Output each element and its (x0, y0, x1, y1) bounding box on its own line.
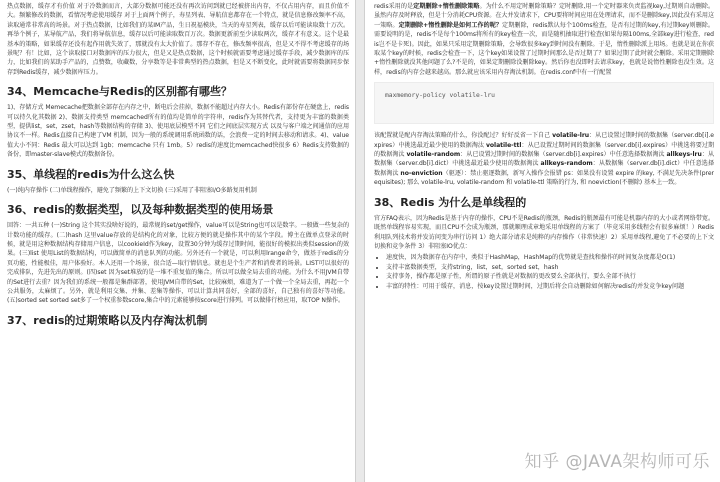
heading-34: 34、Memcache与Redis的区别都有哪些？ (7, 85, 233, 99)
paragraph-hot-data: 热点数据，缓存才有价值 对于冷数据而言，大部分数据可能还没有再次访问到就已经被挤出内存，不仅占用内存，而且价值不大。频繁修改的数据，看情况考虑使用缓存 对于上面两个例子，寿星列表、导航信息都存在一个特点，就是信息修改频率不高，读取通常非常高的场景。对于热点数据，比如我们的某IM产品，生日祝福模块，当天的寿星列表，缓存以后可能读取数十万次。再举个例子，某导航产品，我们将导航信息，缓存以后可能读取数百万次。数据更新前至少读取两次，缓存才有意义。这个是最基本的策略，如果缓存还没有起作用就失效了，那就没有太大价值了。那存不存在，修改频率很高，但是又不得不考虑缓存的场景呢？有！比如，这个读取接口对数据库的压力很大，但是又是热点数据，这个时候就需要考虑通过缓存手段，减少数据库的压力，比如我们的某助手产品的，点赞数，收藏数，分享数等是非常典型的热点数据，但是又不断变化，此时就需要将数据同步保存到Redis缓存，减少数据库压力。 (7, 3, 349, 76)
heading-35: 35、单线程的redis为什么这么快 (7, 167, 175, 181)
policy-volatile-ttl: volatile-ttl (485, 141, 522, 149)
io-advantages-list (374, 253, 714, 291)
left-page (0, 0, 356, 482)
paragraph-eviction-policies (374, 131, 714, 187)
paragraph-why-single-thread: 官方FAQ表示，因为Redis是基于内存的操作，CPU不是Redis的瓶颈，Redis的瓶颈最有可能是机器内存的大小或者网络带宽。既然单线程容易实现，而且CPU不会成为瓶颈，那就顺理成章地采用单线程的方案了（毕竟采用多线程会有很多麻烦！）Redis利用队列技术将并发访问变为串行访问 1）绝大部分请求是纯粹的内存操作（非常快速）2）采用单线程,避免了不必要的上下文切换和竞争条件 3）非阻塞IO优点： (374, 214, 714, 250)
text-emphasis: 定期删除+惰性删除是如何工作的呢？ (398, 21, 503, 29)
paragraph-data-types: 回答：一共五种 (一)String 这个其实没啥好说的，最常规的set/get操作，value可以是String也可以是数字。一般做一些复杂的计数功能的缓存。(二)hash 这里value存放的是结构化的对象，比较方便的就是操作其中的某个字段。博主在做单点登录的时候，就是用这种数据结构存储用户信息，以cookieId作为key，设置30分钟为缓存过期时间，能很好的模拟出类似session的效果。(三)list 使用List的数据结构，可以做简单的消息队列的功能。另外还有一个就是，可以利用lrange命令，做基于redis的分页功能，性能极佳，用户体验好。本人还用一个场景，很合适—取行情信息。就也是个生产者和消费者的场景。LIST可以很好的完成排队，先进先出的原则。(四)set 因为set堆放的是一堆不重复值的集合。所以可以做全局去重的功能。为什么不用JVM自带的Set进行去重？因为我们的系统一般都是集群部署，使用JVM自带的Set，比较麻烦，难道为了一个做一个全局去重，再起一个公共服务，太麻烦了。另外，就是利用交集、并集、差集等操作，可以计算共同喜好，全部的喜好，自己独有的喜好等功能。(五)sorted set sorted set多了一个权重参数score,集合中的元素能够按score进行排列。可以做排行榜应用，取TOP N操作。 (7, 222, 349, 305)
policy-allkeys-random: allkeys-random (540, 160, 593, 168)
text-fragment: ：从数据集（server.db[i].dict）中任意选择数据淘汰 (374, 160, 714, 177)
text-emphasis: 定期删除+惰性删除策略 (413, 3, 480, 10)
paragraph-single-thread-fast: (一)纯内存操作 (二)单线程操作，避免了频繁的上下文切换 (三)采用了非阻塞I/O多路复用机制 (7, 186, 257, 194)
list-item: • 速度快，因为数据存在内存中，类似于HashMap，HashMap的优势就是查找和操作的时间复杂度都是O(1) (386, 253, 714, 262)
heading-37: 37、redis的过期策略以及内存淘汰机制 (7, 313, 208, 327)
code-block (374, 82, 714, 124)
heading-36: 36、redis的数据类型，以及每种数据类型的使用场景 (7, 203, 274, 217)
list-item: • 支持丰富数据类型，支持string，list，set，sorted set，hash (386, 263, 714, 272)
text-fragment: ：从已设置过期时间的数据集（server.db[i].expires）中任意选择数据淘汰 (460, 151, 667, 159)
text-fragment: ：从已设置过期时间的数据集（server.db[i].expires）中挑选最近最少使用的数据淘汰 (374, 132, 715, 149)
policy-volatile-random: volatile-random (406, 151, 461, 159)
policy-no-enviction: no-enviction (400, 169, 443, 177)
text-fragment: ：从数据集（server.db[i].dict）中挑选最近最少使用的数据淘汰 (374, 151, 714, 168)
list-item: • 支持事务，操作都是原子性，所谓的原子性就是对数据的更改要么全部执行，要么全部不执行 (386, 272, 714, 281)
policy-allkeys-lru: allkeys-lru (666, 151, 702, 159)
text-fragment: redis采用的是 (374, 3, 414, 10)
text-fragment: （驱逐）：禁止驱逐数据，新写入操作会报错 ps：如果没有设置 expire 的key, 不满足先决条件(prerequisites); 那么 volatile-lru, volatile-random 和 volatile-ttl 策略的行为, 和 noeviction(不删除) 基本上一致。 (374, 169, 715, 187)
list-item: • 丰富的特性：可用于缓存，消息，按key设置过期时间，过期后将会自动删除如何解决redis的并发竞争key问题 (386, 282, 714, 291)
paragraph-expire-strategy (374, 2, 714, 77)
text-fragment: 定期删除，redis默认每个100ms检查，是否有过期的key,有过期key则删除。需要说明的是，redis不是每个100ms将所有的key检查一次，而是随机抽取进行检查(如果每隔100ms,全部key进行检查，redis岂不是卡死)。因此，如果只采用定期删除策略，会导致很多key到时间没有删除。于是，惰性删除派上用场。也就是说在你获取某个key的时候，redis会检查一下，这个key如果设置了过期时间那么是否过期了？如果过期了此时就会删除。采用定期删除+惰性删除就没其他问题了么?不是的，如果定期删除没删除key。然后你也没即时去请求key，也就是说惰性删除也没生效。这样，redis的内存会越来越高。那么就应该采用内存淘汰机制。在redis.conf中有一行配置 (374, 21, 714, 76)
code-line: maxmemory-policy volatile-lru (385, 92, 495, 100)
text-fragment: 该配置就是配内存淘汰策略的什么，你没配过？好好反省一下自己 (374, 132, 553, 140)
text-fragment: ：从已设置过期时间的数据集（server.db[i].expires）中挑选将要过期的数据淘汰 (374, 141, 714, 159)
heading-38: 38、Redis 为什么是单线程的 (374, 195, 527, 209)
policy-volatile-lru: volatile-lru (552, 132, 590, 140)
text-fragment: 。为什么不用定时删除策略？定时删除,用一个定时器来负责监视key,过期则自动删除。虽然内存及时释放，但是十分消耗CPU资源。在大并发请求下，CPU要将时间应用在处理请求，而不是删除key,因此没有采用这一策略。 (374, 3, 714, 29)
watermark: 知乎 @JAVA架构师可乐 (524, 452, 710, 472)
right-page (364, 0, 720, 482)
paragraph-memcache-redis-diff: 1)、存储方式 Memecache把数据全部存在内存之中，断电后会挂掉，数据不能超过内存大小。Redis有部份存在硬盘上，redis可以持久化其数据 2)、数据支持类型 memcached所有的值均是简单的字符串，redis作为其替代者，支持更为丰富的数据类型，提供list，set，zset，hash等数据结构的存储 3)、使用底层模型不同 它们之间底层实现方式 以及与客户端之间通信的应用协议不一样。Redis直接自己构建了VM 机制，因为一般的系统调用系统函数的话，会浪费一定的时间去移动和请求。4)、value 值大小不同：Redis 最大可以达到 1gb；memcache 只有 1mb。5）redis的速度比memcached快很多 6）Redis支持数据的备份，即master-slave模式的数据备份。 (7, 104, 349, 159)
